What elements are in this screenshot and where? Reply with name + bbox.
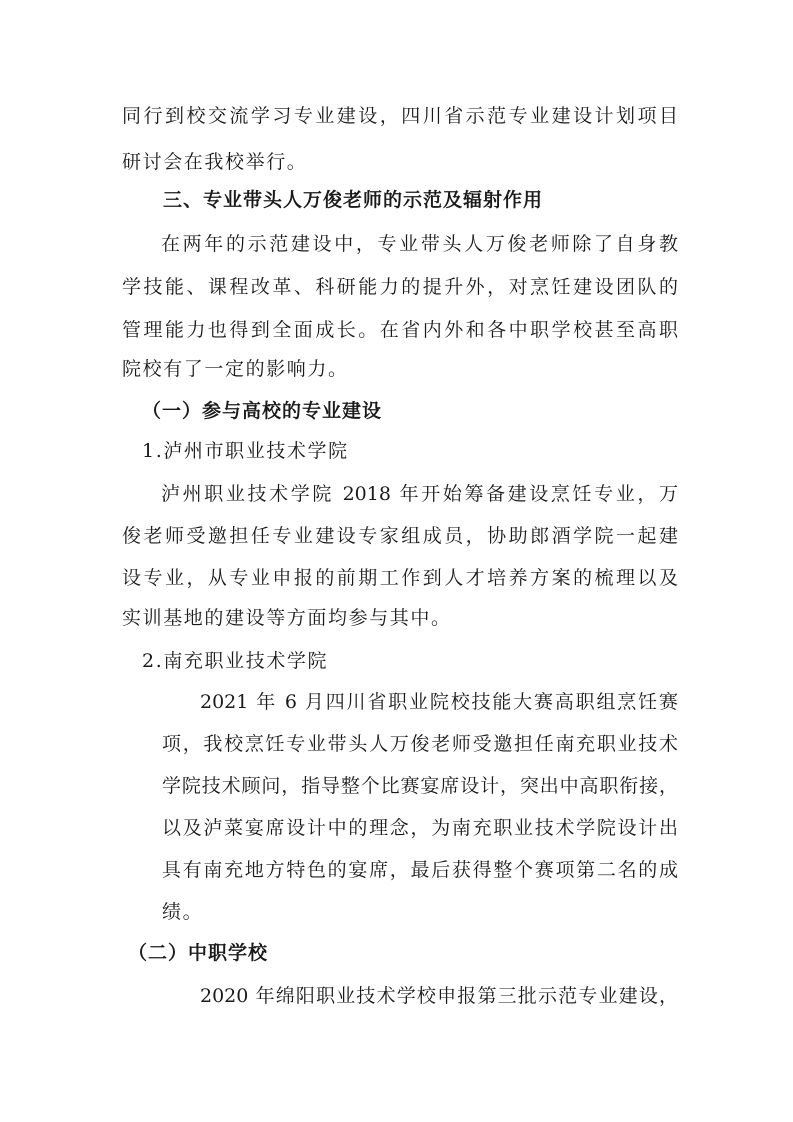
paragraph-line: 管理能力也得到全面成长。在省内外和各中职学校甚至高职	[122, 319, 678, 341]
subsection-heading: （一）参与高校的专业建设	[142, 400, 383, 422]
paragraph-line: 学技能、课程改革、科研能力的提升外，对烹饪建设团队的	[122, 276, 678, 298]
paragraph-line: 研讨会在我校举行。	[122, 151, 308, 173]
paragraph-line: 学院技术顾问，指导整个比赛宴席设计，突出中高职衔接，	[162, 775, 678, 797]
section-heading: 三、专业带头人万俊老师的示范及辐射作用	[163, 189, 544, 211]
paragraph-line: 在两年的示范建设中，专业带头人万俊老师除了自身教	[161, 233, 678, 255]
paragraph-line: 2020 年绵阳职业技术学校申报第三批示范专业建设，	[200, 985, 678, 1007]
list-item-heading: 2.南充职业技术学院	[142, 650, 329, 672]
paragraph-line: 以及泸菜宴席设计中的理念，为南充职业技术学院设计出	[162, 817, 678, 839]
paragraph-line: 绩。	[162, 901, 204, 923]
paragraph-line: 设专业，从专业申报的前期工作到人才培养方案的梳理以及	[122, 567, 678, 589]
paragraph-line: 俊老师受邀担任专业建设专家组成员，协助郎酒学院一起建	[122, 525, 678, 547]
subsection-heading: （二）中职学校	[128, 942, 269, 964]
list-item-heading: 1.泸州市职业技术学院	[142, 440, 349, 462]
paragraph-line: 院校有了一定的影响力。	[122, 358, 349, 380]
paragraph-line: 实训基地的建设等方面均参与其中。	[122, 607, 452, 629]
paragraph-line: 同行到校交流学习专业建设，四川省示范专业建设计划项目	[122, 105, 678, 127]
paragraph-line: 具有南充地方特色的宴席，最后获得整个赛项第二名的成	[162, 859, 678, 881]
paragraph-line: 泸州职业技术学院 2018 年开始筹备建设烹饪专业，万	[161, 483, 678, 505]
paragraph-line: 2021 年 6 月四川省职业院校技能大赛高职组烹饪赛	[200, 691, 678, 713]
paragraph-line: 项，我校烹饪专业带头人万俊老师受邀担任南充职业技术	[162, 733, 678, 755]
